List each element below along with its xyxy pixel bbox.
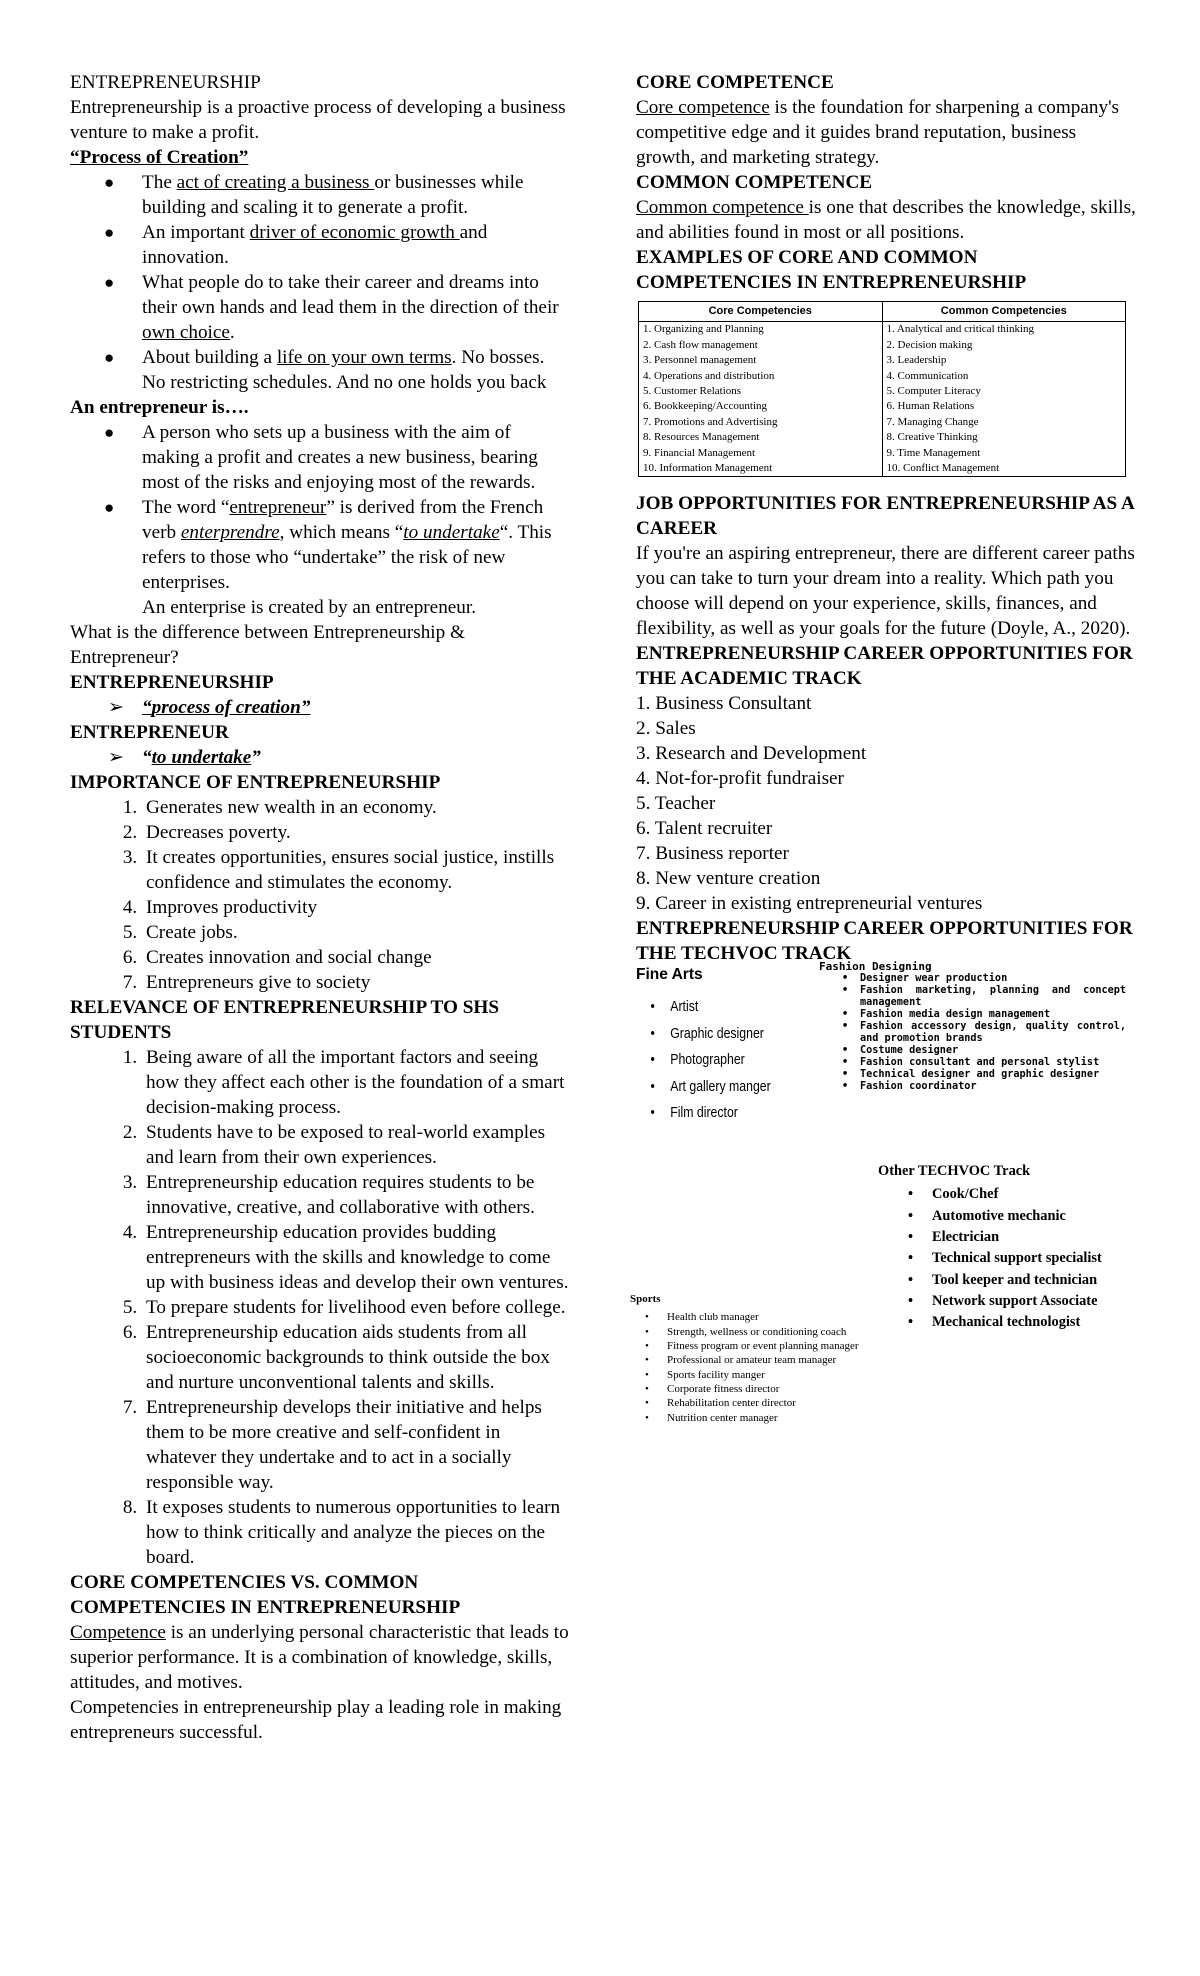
list-item: • Fashion media design management <box>836 1009 1126 1021</box>
fine-arts-list <box>644 994 799 1127</box>
table-row: 3. Personnel management 3. Leadership <box>639 353 1126 368</box>
list-item: • Fitness program or event planning manager <box>630 1339 870 1353</box>
importance-list <box>70 795 570 995</box>
competence-definition: Competence is an underlying personal characteristic that leads to superior performance. It is a combination of knowledge, skills, attitudes, and motives. <box>70 1622 569 1693</box>
fine-arts-title: Fine Arts <box>636 966 703 984</box>
fashion-list <box>836 973 1126 1093</box>
list-item: ● A person who sets up a business with the aim of making a profit and creates a new business, bearing most of the risks and enjoying most of the rewards. <box>142 420 570 495</box>
table-row: 10. Information Management 10. Conflict Management <box>639 461 1126 477</box>
list-item: • Technical support specialist <box>906 1248 1102 1269</box>
competencies-role: Competencies in entrepreneurship play a leading role in making entrepreneurs successful. <box>70 1697 562 1743</box>
list-item: 5. Create jobs. <box>142 920 570 945</box>
competencies-table <box>638 301 1126 477</box>
list-item: 3. Research and Development <box>636 743 867 765</box>
left-column <box>70 70 570 1745</box>
list-item: • Costume designer <box>836 1045 1126 1057</box>
other-techvoc-title: Other TECHVOC Track <box>878 1163 1031 1180</box>
process-list <box>70 170 570 395</box>
list-item: • Network support Associate <box>906 1291 1102 1312</box>
list-item: 2. Sales <box>636 718 696 740</box>
common-competence-definition: Common competence is one that describes the knowledge, skills, and abilities found in most or all positions. <box>636 197 1136 243</box>
table-row: 6. Bookkeeping/Accounting 6. Human Relations <box>639 399 1126 414</box>
relevance-heading: RELEVANCE OF ENTREPRENEURSHIP TO SHS STUDENTS <box>70 997 499 1043</box>
sports-list <box>630 1310 870 1424</box>
core-competence-heading: CORE COMPETENCE <box>636 72 834 93</box>
list-item: 4. Not-for-profit fundraiser <box>636 768 844 790</box>
list-item: • Tool keeper and technician <box>906 1270 1102 1291</box>
doc-title: ENTREPRENEURSHIP <box>70 72 261 93</box>
relevance-list <box>70 1045 570 1570</box>
list-item: 6. Talent recruiter <box>636 818 773 840</box>
list-item: • Corporate fitness director <box>630 1382 870 1396</box>
list-item: ● An important driver of economic growth and innovation. <box>142 220 570 270</box>
table-row: 8. Resources Management 8. Creative Thinking <box>639 430 1126 445</box>
diff-def-entrepreneurship: ➢ “process of creation” <box>142 695 570 720</box>
list-item: 2. Decreases poverty. <box>142 820 570 845</box>
jobs-text: If you're an aspiring entrepreneur, there are different career paths you can take to turn your dream into a reality. Which path you choose will depend on your experience, skills, finances, and flexibility, as well as your goals for the future (Doyle, A., 2020). <box>636 543 1135 640</box>
diff-def-entrepreneur: ➢ “to undertake” <box>142 745 570 770</box>
list-item: 4. Improves productivity <box>142 895 570 920</box>
list-item: • Health club manager <box>630 1310 870 1324</box>
common-competence-heading: COMMON COMPETENCE <box>636 172 873 193</box>
enterprise-note: An enterprise is created by an entrepreneur. <box>142 597 477 618</box>
list-item: • Electrician <box>906 1227 1102 1248</box>
list-item: 2. Students have to be exposed to real-world examples and learn from their own experiences. <box>142 1120 570 1170</box>
list-item: 1. Business Consultant <box>636 693 812 715</box>
list-item: • Designer wear production <box>836 973 1126 985</box>
list-item: • Fashion coordinator <box>836 1081 1126 1093</box>
entrepreneur-heading: An entrepreneur is…. <box>70 397 249 418</box>
list-item: • Strength, wellness or conditioning coach <box>630 1325 870 1339</box>
academic-list <box>636 691 1136 916</box>
list-item: 6. Creates innovation and social change <box>142 945 570 970</box>
list-item: • Photographer <box>644 1047 771 1074</box>
sports-title: Sports <box>630 1293 661 1306</box>
list-item: • Graphic designer <box>644 1021 771 1048</box>
intro-paragraph: Entrepreneurship is a proactive process of developing a business venture to make a profit. <box>70 97 566 143</box>
list-item: • Mechanical technologist <box>906 1312 1102 1333</box>
jobs-heading: JOB OPPORTUNITIES FOR ENTREPRENEURSHIP AS A CAREER <box>636 493 1134 540</box>
table-row: 5. Customer Relations 5. Computer Literacy <box>639 384 1126 399</box>
list-item: • Technical designer and graphic designer <box>836 1069 1126 1081</box>
list-item: 7. Entrepreneurship develops their initiative and helps them to be more creative and self-confident in whatever they undertake and to act in a socially responsible way. <box>142 1395 570 1495</box>
diff-term-entrepreneur: ENTREPRENEUR <box>70 722 229 743</box>
diff-term-entrepreneurship: ENTREPRENEURSHIP <box>70 672 274 693</box>
right-column <box>630 70 1136 1506</box>
list-item: • Artist <box>644 994 771 1021</box>
list-item: 5. To prepare students for livelihood even before college. <box>142 1295 570 1320</box>
importance-heading: IMPORTANCE OF ENTREPRENEURSHIP <box>70 772 441 793</box>
examples-heading: EXAMPLES OF CORE AND COMMON COMPETENCIES IN ENTREPRENEURSHIP <box>636 247 1027 293</box>
techvoc-section <box>630 960 1136 1506</box>
table-row: 1. Organizing and Planning 1. Analytical and critical thinking <box>639 322 1126 338</box>
list-item: • Fashion marketing, planning and concept management <box>836 985 1126 1009</box>
list-item: ● The act of creating a business or businesses while building and scaling it to generate a profit. <box>142 170 570 220</box>
fashion-title: Fashion Designing <box>819 960 932 974</box>
core-competence-definition: Core competence is the foundation for sharpening a company's competitive edge and it guides brand reputation, business growth, and marketing strategy. <box>636 97 1120 168</box>
list-item: • Fashion consultant and personal stylist <box>836 1057 1126 1069</box>
list-item: ● About building a life on your own terms. No bosses. No restricting schedules. And no one holds you back <box>142 345 570 395</box>
list-item: 7. Business reporter <box>636 843 789 865</box>
list-item: ● The word “entrepreneur” is derived from the French verb enterprendre, which means “to undertake“. This refers to those who “undertake” the risk of new enterprises. <box>142 495 570 595</box>
list-item: • Film director <box>644 1100 771 1127</box>
core-vs-common-heading: CORE COMPETENCIES VS. COMMON COMPETENCIES IN ENTREPRENEURSHIP <box>70 1572 461 1618</box>
list-item: • Rehabilitation center director <box>630 1396 870 1410</box>
list-item: • Cook/Chef <box>906 1184 1102 1205</box>
list-item: • Nutrition center manager <box>630 1411 870 1425</box>
list-item: 3. It creates opportunities, ensures social justice, instills confidence and stimulates the economy. <box>142 845 570 895</box>
list-item: 8. It exposes students to numerous opportunities to learn how to think critically and analyze the pieces on the board. <box>142 1495 570 1570</box>
list-item: 3. Entrepreneurship education requires students to be innovative, creative, and collaborative with others. <box>142 1170 570 1220</box>
entrepreneur-list <box>70 420 570 595</box>
list-item: 1. Generates new wealth in an economy. <box>142 795 570 820</box>
diff-def-list-2 <box>70 745 570 770</box>
list-item: • Sports facility manger <box>630 1368 870 1382</box>
list-item: 6. Entrepreneurship education aids students from all socioeconomic backgrounds to think outside the box and nurture unconventional talents and skills. <box>142 1320 570 1395</box>
diff-def-list-1 <box>70 695 570 720</box>
list-item: • Art gallery manger <box>644 1074 771 1101</box>
list-item: • Automotive mechanic <box>906 1206 1102 1227</box>
process-heading: “Process of Creation” <box>70 147 249 168</box>
list-item: 9. Career in existing entrepreneurial ventures <box>636 893 983 915</box>
list-item: 8. New venture creation <box>636 868 821 890</box>
table-header-common: Common Competencies <box>882 302 1126 322</box>
list-item: 4. Entrepreneurship education provides budding entrepreneurs with the skills and knowledge to come up with business ideas and develop their own ventures. <box>142 1220 570 1295</box>
table-row: 2. Cash flow management 2. Decision making <box>639 338 1126 353</box>
list-item: 5. Teacher <box>636 793 716 815</box>
list-item: 7. Entrepreneurs give to society <box>142 970 570 995</box>
list-item: • Professional or amateur team manager <box>630 1353 870 1367</box>
table-row: 7. Promotions and Advertising 7. Managing Change <box>639 415 1126 430</box>
table-header-core: Core Competencies <box>639 302 883 322</box>
techvoc-heading: ENTREPRENEURSHIP CAREER OPPORTUNITIES FOR THE TECHVOC TRACK <box>636 918 1133 965</box>
other-techvoc-list <box>906 1184 1102 1333</box>
academic-heading: ENTREPRENEURSHIP CAREER OPPORTUNITIES FOR THE ACADEMIC TRACK <box>636 643 1133 690</box>
list-item: 1. Being aware of all the important factors and seeing how they affect each other is the foundation of a smart decision-making process. <box>142 1045 570 1120</box>
table-row: 4. Operations and distribution 4. Communication <box>639 369 1126 384</box>
difference-question: What is the difference between Entrepreneurship & Entrepreneur? <box>70 622 465 668</box>
table-row: 9. Financial Management 9. Time Management <box>639 446 1126 461</box>
list-item: ● What people do to take their career and dreams into their own hands and lead them in the direction of their own choice. <box>142 270 570 345</box>
list-item: • Fashion accessory design, quality control, and promotion brands <box>836 1021 1126 1045</box>
